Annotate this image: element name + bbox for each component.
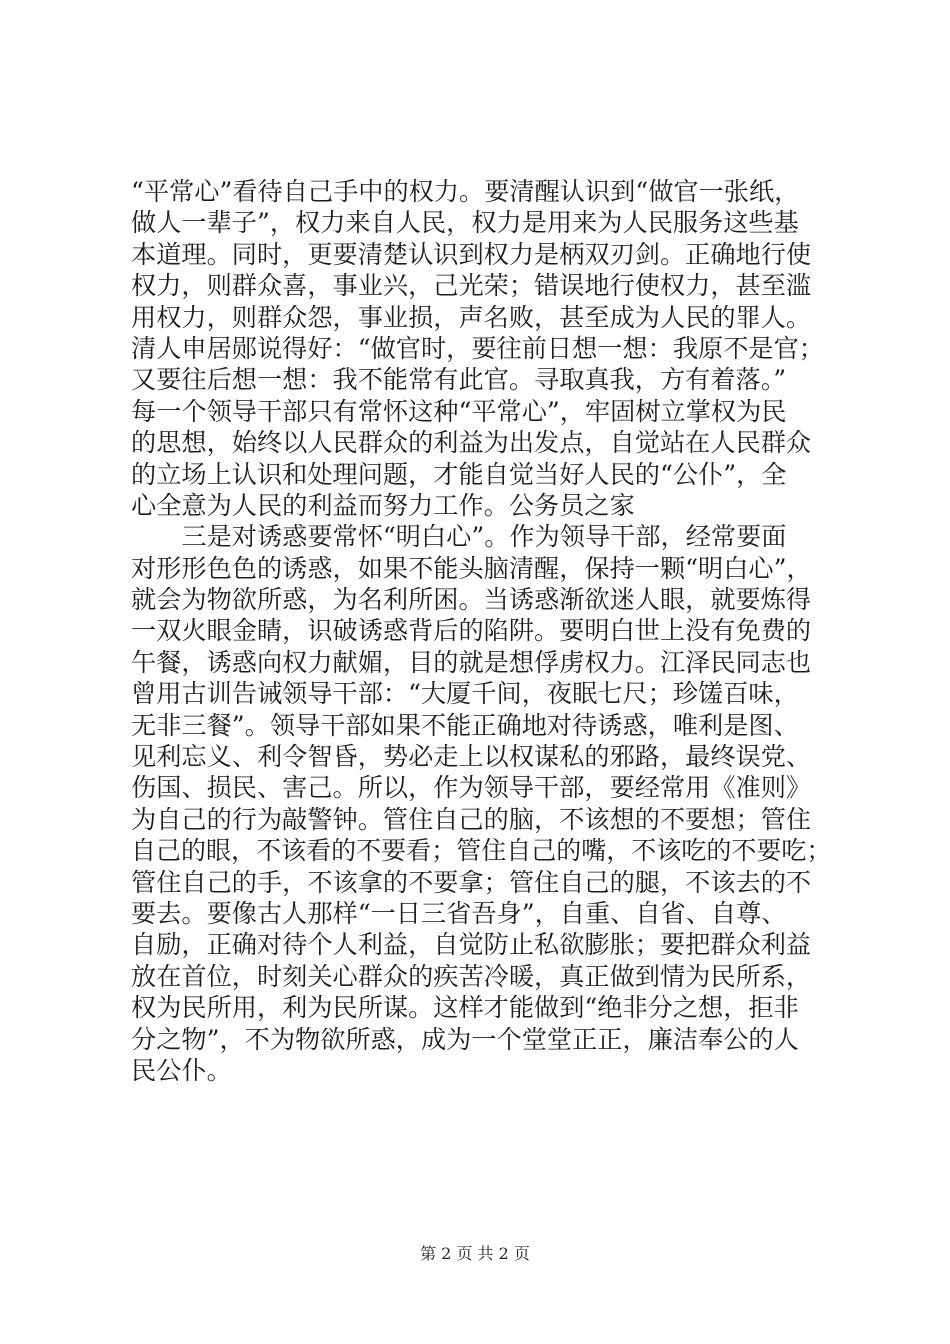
text-line: 为自己的行为敲警钟。管住自己的脑，不该想的不要想；管住 (131, 804, 812, 834)
text-line: 管住自己的手，不该拿的不要拿；管住自己的腿，不该去的不 (131, 867, 812, 897)
text-line: 用权力，则群众怨，事业损，声名败，甚至成为人民的罪人。 (131, 302, 812, 332)
text-line: 就会为物欲所惑，为名利所困。当诱惑渐欲迷人眼，就要炼得 (131, 585, 812, 615)
text-line: 心全意为人民的利益而努力工作。公务员之家 (131, 490, 635, 520)
text-line: 民公仆。 (131, 1055, 232, 1085)
text-line: 本道理。同时，更要清楚认识到权力是柄双刃剑。正确地行使 (131, 239, 812, 269)
text-line: 无非三餐”。领导干部如果不能正确地对待诱惑，唯利是图、 (131, 710, 799, 740)
body-text (131, 176, 831, 1086)
text-line: 对形形色色的诱惑，如果不能头脑清醒，保持一颗“明白心”， (131, 553, 812, 583)
page-number-footer: 第 2 页 共 2 页 (420, 1244, 530, 1263)
text-line: 三是对诱惑要常怀“明白心”。作为领导干部，经常要面 (131, 522, 787, 552)
text-line: 一双火眼金睛，识破诱惑背后的陷阱。要明白世上没有免费的 (131, 616, 812, 646)
text-line: 每一个领导干部只有常怀这种“平常心”，牢固树立掌权为民 (131, 396, 787, 426)
text-line: “平常心”看待自己手中的权力。要清醒认识到“做官一张纸， (131, 177, 800, 206)
text-line: 分之物”，不为物欲所惑，成为一个堂堂正正，廉洁奉公的人 (131, 1024, 799, 1054)
text-line: 要去。要像古人那样“一日三省吾身”，自重、自省、自尊、 (131, 898, 787, 928)
text-line: 的思想，始终以人民群众的利益为出发点，自觉站在人民群众 (131, 428, 812, 458)
text-line: 自励，正确对待个人利益，自觉防止私欲膨胀；要把群众利益 (131, 930, 812, 960)
text-line: 的立场上认识和处理问题，才能自觉当好人民的“公仆”，全 (131, 459, 787, 489)
text-line: 做人一辈子”，权力来自人民，权力是用来为人民服务这些基 (131, 208, 799, 238)
text-line: 午餐，诱惑向权力献媚，目的就是想俘虏权力。江泽民同志也 (131, 647, 812, 677)
text-line: 权力，则群众喜，事业兴，己光荣；错误地行使权力，甚至滥 (131, 271, 812, 301)
text-line: 伤国、损民、害己。所以，作为领导干部，要经常用《准则》 (131, 773, 812, 803)
text-line: 曾用古训告诫领导干部：“大厦千间，夜眠七尺；珍馐百味， (131, 679, 799, 709)
text-line: 权为民所用，利为民所谋。这样才能做到“绝非分之想，拒非 (131, 993, 799, 1023)
text-line: 自己的眼，不该看的不要看；管住自己的嘴，不该吃的不要吃； (131, 836, 832, 866)
text-line: 又要往后想一想：我不能常有此官。寻取真我，方有着落。” (131, 365, 787, 395)
text-line: 放在首位，时刻关心群众的疾苦冷暖，真正做到情为民所系， (131, 961, 812, 991)
text-line: 清人申居郧说得好：“做官时，要往前日想一想：我原不是官； (131, 333, 824, 363)
text-line: 见利忘义、利令智昏，势必走上以权谋私的邪路，最终误党、 (131, 742, 812, 772)
